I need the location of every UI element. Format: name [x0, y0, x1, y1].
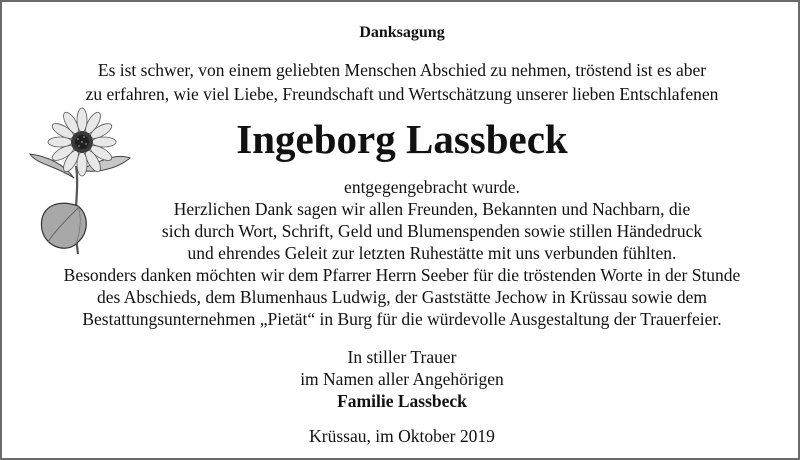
body-line: Besonders danken möchten wir dem Pfarrer Herrn Seeber für die tröstenden Worte in der Stunde	[63, 265, 741, 285]
notice-heading: Danksagung	[359, 24, 445, 41]
intro-line: Es ist schwer, von einem geliebten Menschen Abschied zu nehmen, tröstend ist es aber	[97, 60, 707, 80]
place-date: Krüssau, im Oktober 2019	[309, 426, 495, 446]
closing-line: im Namen aller Angehörigen	[300, 369, 504, 389]
body-line: Herzlichen Dank sagen wir allen Freunden, Bekannten und Nachbarn, die	[173, 199, 691, 219]
body-line: sich durch Wort, Schrift, Geld und Blumenspenden sowie stillen Händedruck	[161, 221, 703, 241]
body-line: Bestattungsunternehmen „Pietät“ in Burg für die würdevolle Ausgestaltung der Trauerfeier.	[82, 309, 722, 329]
closing-line: In stiller Trauer	[347, 347, 457, 367]
body-line: und ehrendes Geleit zur letzten Ruhestätte mit uns verbunden fühlten.	[187, 243, 677, 263]
family-signature: Familie Lassbeck	[337, 391, 467, 411]
body-line: des Abschieds, dem Blumenhaus Ludwig, der Gaststätte Jechow in Krüssau sowie dem	[97, 287, 707, 307]
intro-line: zu erfahren, wie viel Liebe, Freundschaft und Wertschätzung unserer lieben Entschlafenen	[85, 84, 719, 104]
body-line: entgegengebracht wurde.	[344, 177, 520, 197]
deceased-name: Ingeborg Lassbeck	[236, 116, 568, 162]
